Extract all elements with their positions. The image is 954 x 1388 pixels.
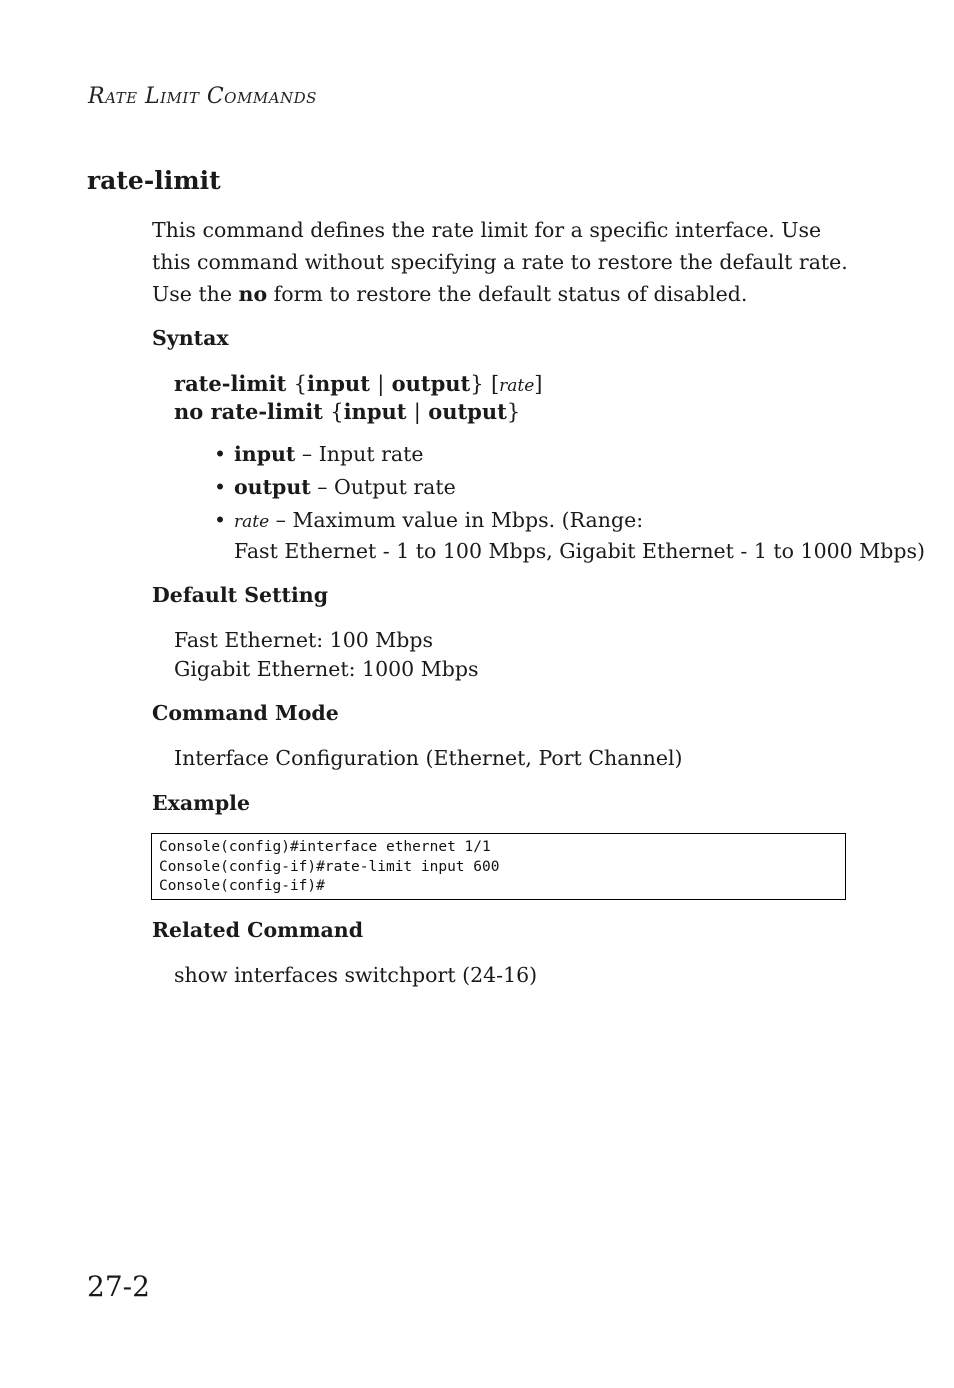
separator: |	[377, 372, 385, 396]
list-item	[214, 473, 934, 502]
param-desc: – Output rate	[310, 475, 456, 499]
intro-text-after: form to restore the default status of disabled.	[267, 282, 748, 306]
list-item	[214, 440, 934, 469]
syntax-no-cmd: no rate-limit	[174, 399, 323, 424]
param-term: input	[234, 442, 296, 466]
syntax-opt-input: input	[343, 399, 407, 424]
syntax-line-2	[174, 399, 520, 424]
param-desc: – Input rate	[295, 442, 424, 466]
code-example-box	[151, 833, 846, 900]
default-gigabit-ethernet: Gigabit Ethernet: 1000 Mbps	[174, 657, 479, 681]
parameter-list	[214, 440, 934, 570]
intro-bold-no: no	[238, 282, 268, 306]
bullet-icon: •	[214, 475, 227, 499]
bracket-open: [	[490, 372, 500, 396]
brace-close: }	[506, 400, 521, 424]
code-line: Console(config-if)#	[159, 878, 325, 894]
syntax-cmd: rate-limit	[174, 371, 287, 396]
command-title: rate-limit	[87, 166, 221, 195]
command-mode-heading: Command Mode	[152, 701, 339, 725]
syntax-line-1	[174, 371, 543, 396]
syntax-opt-input: input	[307, 371, 370, 396]
related-command-text: show interfaces switchport (24-16)	[174, 963, 538, 987]
bullet-icon: •	[214, 442, 227, 466]
command-mode-text: Interface Configuration (Ethernet, Port Channel)	[174, 746, 683, 770]
running-head: Rate Limit Commands	[88, 84, 317, 109]
page-number: 27-2	[87, 1270, 150, 1303]
default-fast-ethernet: Fast Ethernet: 100 Mbps	[174, 628, 434, 652]
param-desc: – Maximum value in Mbps. (Range:	[269, 508, 644, 532]
intro-paragraph	[152, 214, 852, 310]
brace-open: {	[293, 372, 307, 396]
related-command-heading: Related Command	[152, 918, 364, 942]
syntax-opt-output: output	[391, 371, 471, 396]
brace-open: {	[330, 400, 344, 424]
param-desc-range: Fast Ethernet - 1 to 100 Mbps, Gigabit Ethernet - 1 to 1000 Mbps)	[234, 539, 925, 563]
intro-text-before: This command defines the rate limit for a specific interface. Use this command without specifying a rate to restore the default rate. Use the	[152, 218, 848, 306]
brace-close: }	[470, 372, 484, 396]
syntax-opt-output: output	[428, 399, 507, 424]
code-line: Console(config-if)#rate-limit input 600	[159, 858, 500, 875]
list-item	[214, 506, 934, 566]
bracket-close: ]	[534, 372, 543, 396]
syntax-param-rate: rate	[499, 376, 535, 396]
param-term: output	[234, 475, 311, 499]
bullet-icon: •	[214, 508, 227, 532]
code-line: Console(config)#interface ethernet 1/1	[159, 839, 491, 855]
param-term: rate	[234, 512, 270, 532]
separator: |	[413, 400, 421, 424]
default-setting-heading: Default Setting	[152, 583, 329, 607]
example-heading: Example	[152, 791, 250, 815]
syntax-heading: Syntax	[152, 326, 229, 350]
